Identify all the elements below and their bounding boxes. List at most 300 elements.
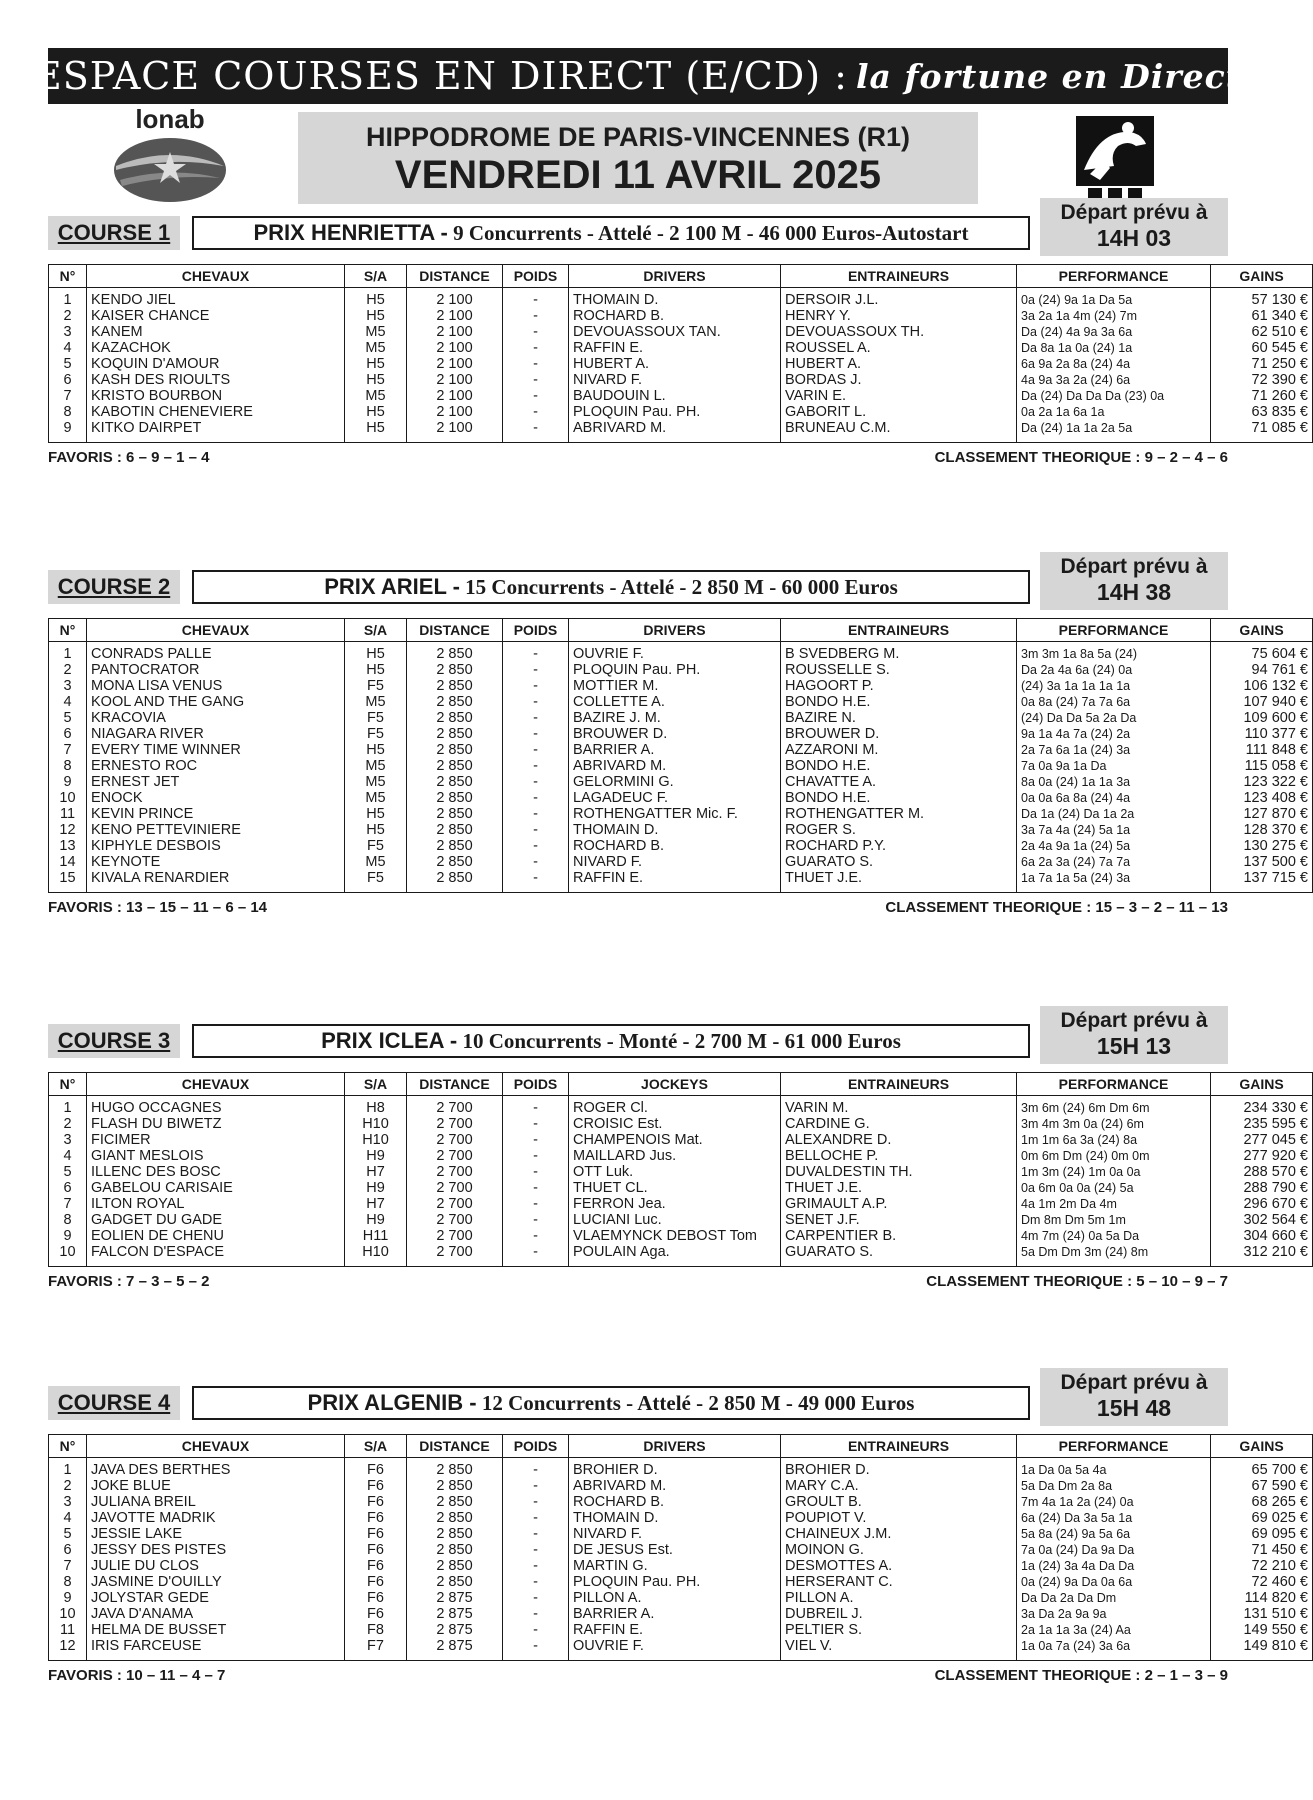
rider-name: THUET CL.	[569, 1180, 781, 1196]
gains: 72 210 €	[1211, 1558, 1313, 1574]
lonab-logo-text: lonab	[135, 104, 205, 134]
gains: 63 835 €	[1211, 404, 1313, 420]
table-row	[49, 1196, 1313, 1212]
performance: 1a 0a 7a (24) 3a 6a	[1017, 1638, 1211, 1661]
runner-number: 14	[49, 854, 87, 870]
performance: 3m 4m 3m 0a (24) 6m	[1017, 1116, 1211, 1132]
runner-number: 4	[49, 340, 87, 356]
trainer-name: ROGER S.	[781, 822, 1017, 838]
weight: -	[503, 854, 569, 870]
distance: 2 850	[407, 642, 503, 663]
rider-name: THOMAIN D.	[569, 1510, 781, 1526]
performance: 7a 0a (24) Da 9a Da	[1017, 1542, 1211, 1558]
race-section	[48, 201, 1308, 471]
column-header: PERFORMANCE	[1017, 619, 1211, 642]
runner-number: 10	[49, 790, 87, 806]
trainer-name: ALEXANDRE D.	[781, 1132, 1017, 1148]
prize-details: 15 Concurrents - Attelé - 2 850 M - 60 000 Euros	[459, 574, 898, 599]
trainer-name: GUARATO S.	[781, 1244, 1017, 1267]
performance: 9a 1a 4a 7a (24) 2a	[1017, 726, 1211, 742]
departure-time: 14H 38	[1096, 579, 1172, 605]
weight: -	[503, 822, 569, 838]
gains: 304 660 €	[1211, 1228, 1313, 1244]
weight: -	[503, 1244, 569, 1267]
horse-name: KASH DES RIOULTS	[87, 372, 345, 388]
rider-name: FERRON Jea.	[569, 1196, 781, 1212]
weight: -	[503, 758, 569, 774]
horse-name: KIPHYLE DESBOIS	[87, 838, 345, 854]
course-label	[48, 1024, 180, 1058]
sex-age: F5	[345, 678, 407, 694]
horse-name: FICIMER	[87, 1132, 345, 1148]
table-row	[49, 1180, 1313, 1196]
table-row	[49, 758, 1313, 774]
horse-name: KEVIN PRINCE	[87, 806, 345, 822]
rider-name: ABRIVARD M.	[569, 1478, 781, 1494]
sex-age: H7	[345, 1196, 407, 1212]
table-row	[49, 1622, 1313, 1638]
runner-number: 6	[49, 1542, 87, 1558]
column-header: N°	[49, 619, 87, 642]
distance: 2 850	[407, 822, 503, 838]
horse-name: JOKE BLUE	[87, 1478, 345, 1494]
horse-name: JASMINE D'OUILLY	[87, 1574, 345, 1590]
departure-label: Départ prévu à	[1060, 201, 1208, 224]
horse-name: JULIE DU CLOS	[87, 1558, 345, 1574]
column-header: POIDS	[503, 265, 569, 288]
column-header: CHEVAUX	[87, 1435, 345, 1458]
weight: -	[503, 1526, 569, 1542]
table-row	[49, 340, 1313, 356]
table-row	[49, 870, 1313, 893]
distance: 2 700	[407, 1148, 503, 1164]
column-header: GAINS	[1211, 1073, 1313, 1096]
trainer-name: VARIN E.	[781, 388, 1017, 404]
column-header: DRIVERS	[569, 265, 781, 288]
performance: 3m 6m (24) 6m Dm 6m	[1017, 1096, 1211, 1117]
horse-name: EOLIEN DE CHENU	[87, 1228, 345, 1244]
banner-main-text: ESPACE COURSES EN DIRECT (E/CD) :	[34, 54, 848, 98]
distance: 2 700	[407, 1164, 503, 1180]
column-header: DRIVERS	[569, 1435, 781, 1458]
horse-name: GIANT MESLOIS	[87, 1148, 345, 1164]
distance: 2 875	[407, 1590, 503, 1606]
table-row	[49, 1478, 1313, 1494]
prize-name: PRIX ICLEA -	[321, 1028, 458, 1053]
gains: 75 604 €	[1211, 642, 1313, 663]
trainer-name: AZZARONI M.	[781, 742, 1017, 758]
horse-name: ENOCK	[87, 790, 345, 806]
performance: Da Da 2a Da Dm	[1017, 1590, 1211, 1606]
performance: 5a Dm Dm 3m (24) 8m	[1017, 1244, 1211, 1267]
runner-number: 5	[49, 710, 87, 726]
distance: 2 850	[407, 662, 503, 678]
trainer-name: B SVEDBERG M.	[781, 642, 1017, 663]
gains: 106 132 €	[1211, 678, 1313, 694]
gains: 57 130 €	[1211, 288, 1313, 309]
performance: Dm 8m Dm 5m 1m	[1017, 1212, 1211, 1228]
gains: 149 810 €	[1211, 1638, 1313, 1661]
performance: 1m 3m (24) 1m 0a 0a	[1017, 1164, 1211, 1180]
horse-name: FLASH DU BIWETZ	[87, 1116, 345, 1132]
race-footer	[48, 1667, 1228, 1689]
column-header: CHEVAUX	[87, 619, 345, 642]
rider-name: PLOQUIN Pau. PH.	[569, 1574, 781, 1590]
horse-name: GADGET DU GADE	[87, 1212, 345, 1228]
runner-number: 1	[49, 1458, 87, 1479]
runner-number: 11	[49, 1622, 87, 1638]
performance: 7m 4a 1a 2a (24) 0a	[1017, 1494, 1211, 1510]
favoris: FAVORIS : 10 – 11 – 4 – 7	[48, 1667, 226, 1684]
performance: Da 2a 4a 6a (24) 0a	[1017, 662, 1211, 678]
rider-name: PLOQUIN Pau. PH.	[569, 662, 781, 678]
distance: 2 850	[407, 806, 503, 822]
horse-name: JAVA D'ANAMA	[87, 1606, 345, 1622]
course-label	[48, 216, 180, 250]
weight: -	[503, 1164, 569, 1180]
rider-name: LUCIANI Luc.	[569, 1212, 781, 1228]
runner-number: 3	[49, 1494, 87, 1510]
rider-name: ROGER Cl.	[569, 1096, 781, 1117]
performance: 6a 2a 3a (24) 7a 7a	[1017, 854, 1211, 870]
performance: 0a (24) 9a Da 0a 6a	[1017, 1574, 1211, 1590]
weight: -	[503, 1228, 569, 1244]
trainer-name: ROUSSELLE S.	[781, 662, 1017, 678]
sex-age: H5	[345, 742, 407, 758]
performance: 8a 0a (24) 1a 1a 3a	[1017, 774, 1211, 790]
distance: 2 875	[407, 1622, 503, 1638]
horse-name: ERNESTO ROC	[87, 758, 345, 774]
distance: 2 850	[407, 774, 503, 790]
weight: -	[503, 308, 569, 324]
runner-number: 8	[49, 1574, 87, 1590]
table-row	[49, 790, 1313, 806]
rider-name: BARRIER A.	[569, 742, 781, 758]
horse-name: KIVALA RENARDIER	[87, 870, 345, 893]
race-header	[48, 201, 1228, 264]
performance: 4a 1m 2m Da 4m	[1017, 1196, 1211, 1212]
weight: -	[503, 1180, 569, 1196]
column-header: POIDS	[503, 1435, 569, 1458]
distance: 2 700	[407, 1180, 503, 1196]
favoris: FAVORIS : 13 – 15 – 11 – 6 – 14	[48, 899, 268, 916]
sex-age: M5	[345, 324, 407, 340]
departure-box	[1040, 1006, 1228, 1064]
column-header: PERFORMANCE	[1017, 265, 1211, 288]
gains: 288 790 €	[1211, 1180, 1313, 1196]
gains: 71 250 €	[1211, 356, 1313, 372]
classement-theorique: CLASSEMENT THEORIQUE : 2 – 1 – 3 – 9	[934, 1667, 1228, 1684]
performance: (24) Da Da 5a 2a Da	[1017, 710, 1211, 726]
runner-number: 3	[49, 324, 87, 340]
performance: 0a 6m 0a 0a (24) 5a	[1017, 1180, 1211, 1196]
gains: 302 564 €	[1211, 1212, 1313, 1228]
gains: 128 370 €	[1211, 822, 1313, 838]
runner-number: 15	[49, 870, 87, 893]
runner-number: 8	[49, 1212, 87, 1228]
column-header: N°	[49, 265, 87, 288]
performance: 4m 7m (24) 0a 5a Da	[1017, 1228, 1211, 1244]
classement-theorique: CLASSEMENT THEORIQUE : 9 – 2 – 4 – 6	[934, 449, 1228, 466]
runner-number: 6	[49, 726, 87, 742]
horse-name: ERNEST JET	[87, 774, 345, 790]
weight: -	[503, 710, 569, 726]
runner-number: 10	[49, 1606, 87, 1622]
weight: -	[503, 806, 569, 822]
table-row	[49, 324, 1313, 340]
runner-number: 7	[49, 742, 87, 758]
trainer-name: BELLOCHE P.	[781, 1148, 1017, 1164]
column-header: ENTRAINEURS	[781, 1073, 1017, 1096]
course-number: COURSE 2	[57, 574, 171, 599]
rider-name: THOMAIN D.	[569, 288, 781, 309]
gains: 110 377 €	[1211, 726, 1313, 742]
favoris: FAVORIS : 6 – 9 – 1 – 4	[48, 449, 210, 466]
performance: 4a 9a 3a 2a (24) 6a	[1017, 372, 1211, 388]
gains: 69 025 €	[1211, 1510, 1313, 1526]
runner-number: 12	[49, 1638, 87, 1661]
distance: 2 875	[407, 1638, 503, 1661]
prize-details: 12 Concurrents - Attelé - 2 850 M - 49 000 Euros	[476, 1390, 915, 1415]
weight: -	[503, 1212, 569, 1228]
race-section	[48, 555, 1308, 921]
prize-box	[192, 1386, 1030, 1420]
gains: 71 085 €	[1211, 420, 1313, 443]
race-section	[48, 1371, 1308, 1689]
course-number: COURSE 3	[57, 1028, 171, 1053]
horse-name: CONRADS PALLE	[87, 642, 345, 663]
column-header: POIDS	[503, 619, 569, 642]
rider-name: PILLON A.	[569, 1590, 781, 1606]
race-section	[48, 1009, 1308, 1295]
trainer-name: CARDINE G.	[781, 1116, 1017, 1132]
trainer-name: BRUNEAU C.M.	[781, 420, 1017, 443]
rider-name: GELORMINI G.	[569, 774, 781, 790]
distance: 2 850	[407, 1494, 503, 1510]
horse-name: IRIS FARCEUSE	[87, 1638, 345, 1661]
table-row	[49, 388, 1313, 404]
table-row	[49, 822, 1313, 838]
departure-time: 15H 48	[1096, 1395, 1172, 1421]
weight: -	[503, 372, 569, 388]
trainer-name: DUBREIL J.	[781, 1606, 1017, 1622]
weight: -	[503, 742, 569, 758]
trainer-name: BONDO H.E.	[781, 694, 1017, 710]
performance: 0m 6m Dm (24) 0m 0m	[1017, 1148, 1211, 1164]
column-header: ENTRAINEURS	[781, 619, 1017, 642]
performance: 1a 7a 1a 5a (24) 3a	[1017, 870, 1211, 893]
horse-name: KEYNOTE	[87, 854, 345, 870]
performance: Da (24) Da Da Da (23) 0a	[1017, 388, 1211, 404]
runner-number: 3	[49, 1132, 87, 1148]
course-number: COURSE 4	[57, 1390, 171, 1415]
race-header	[48, 1371, 1228, 1434]
sex-age: H5	[345, 288, 407, 309]
column-header: PERFORMANCE	[1017, 1073, 1211, 1096]
race-table	[48, 1434, 1313, 1661]
runner-number: 4	[49, 1148, 87, 1164]
trainer-name: PILLON A.	[781, 1590, 1017, 1606]
horse-name: JAVA DES BERTHES	[87, 1458, 345, 1479]
weight: -	[503, 694, 569, 710]
weight: -	[503, 356, 569, 372]
performance: 6a (24) Da 3a 5a 1a	[1017, 1510, 1211, 1526]
weight: -	[503, 1606, 569, 1622]
gains: 234 330 €	[1211, 1096, 1313, 1117]
distance: 2 850	[407, 710, 503, 726]
horse-name: JULIANA BREIL	[87, 1494, 345, 1510]
weight: -	[503, 1542, 569, 1558]
distance: 2 850	[407, 1510, 503, 1526]
sex-age: F6	[345, 1478, 407, 1494]
runner-number: 8	[49, 404, 87, 420]
column-header: GAINS	[1211, 265, 1313, 288]
table-row	[49, 1638, 1313, 1661]
weight: -	[503, 420, 569, 443]
runner-number: 6	[49, 1180, 87, 1196]
sex-age: M5	[345, 774, 407, 790]
horse-name: MONA LISA VENUS	[87, 678, 345, 694]
trainer-name: GABORIT L.	[781, 404, 1017, 420]
horse-name: EVERY TIME WINNER	[87, 742, 345, 758]
trainer-name: DUVALDESTIN TH.	[781, 1164, 1017, 1180]
gains: 72 390 €	[1211, 372, 1313, 388]
table-row	[49, 1510, 1313, 1526]
column-header: DISTANCE	[407, 619, 503, 642]
weight: -	[503, 1096, 569, 1117]
weight: -	[503, 1148, 569, 1164]
distance: 2 700	[407, 1244, 503, 1267]
performance: 0a (24) 9a 1a Da 5a	[1017, 288, 1211, 309]
performance: 2a 1a 1a 3a (24) Aa	[1017, 1622, 1211, 1638]
prize-box	[192, 1024, 1030, 1058]
gains: 137 500 €	[1211, 854, 1313, 870]
distance: 2 850	[407, 694, 503, 710]
performance: 5a 8a (24) 9a 5a 6a	[1017, 1526, 1211, 1542]
runner-number: 1	[49, 642, 87, 663]
horse-name: JAVOTTE MADRIK	[87, 1510, 345, 1526]
departure-box	[1040, 198, 1228, 256]
sex-age: F6	[345, 1590, 407, 1606]
table-row	[49, 420, 1313, 443]
performance: 5a Da Dm 2a 8a	[1017, 1478, 1211, 1494]
table-row	[49, 1132, 1313, 1148]
trainer-name: HAGOORT P.	[781, 678, 1017, 694]
horse-name: KOOL AND THE GANG	[87, 694, 345, 710]
title-box	[298, 112, 978, 204]
runner-number: 5	[49, 1526, 87, 1542]
horse-name: PANTOCRATOR	[87, 662, 345, 678]
prize-details: 10 Concurrents - Monté - 2 700 M - 61 000 Euros	[457, 1028, 901, 1053]
distance: 2 850	[407, 726, 503, 742]
trainer-name: CHAVATTE A.	[781, 774, 1017, 790]
weight: -	[503, 1478, 569, 1494]
weight: -	[503, 1510, 569, 1526]
sex-age: M5	[345, 854, 407, 870]
performance: 2a 4a 9a 1a (24) 5a	[1017, 838, 1211, 854]
table-row	[49, 1494, 1313, 1510]
column-header: S/A	[345, 265, 407, 288]
sex-age: H10	[345, 1244, 407, 1267]
runner-number: 2	[49, 1116, 87, 1132]
rider-name: ROCHARD B.	[569, 308, 781, 324]
trainer-name: POUPIOT V.	[781, 1510, 1017, 1526]
sex-age: H10	[345, 1116, 407, 1132]
weight: -	[503, 288, 569, 309]
sex-age: H5	[345, 404, 407, 420]
column-header: N°	[49, 1435, 87, 1458]
sex-age: M5	[345, 790, 407, 806]
table-row	[49, 838, 1313, 854]
weight: -	[503, 1196, 569, 1212]
horse-name: NIAGARA RIVER	[87, 726, 345, 742]
gains: 123 408 €	[1211, 790, 1313, 806]
rider-name: PLOQUIN Pau. PH.	[569, 404, 781, 420]
rider-name: OUVRIE F.	[569, 642, 781, 663]
rider-name: ABRIVARD M.	[569, 758, 781, 774]
trainer-name: DESMOTTES A.	[781, 1558, 1017, 1574]
distance: 2 100	[407, 388, 503, 404]
distance: 2 100	[407, 288, 503, 309]
table-row	[49, 854, 1313, 870]
weight: -	[503, 838, 569, 854]
gains: 71 450 €	[1211, 1542, 1313, 1558]
rider-name: CHAMPENOIS Mat.	[569, 1132, 781, 1148]
weight: -	[503, 1638, 569, 1661]
distance: 2 850	[407, 854, 503, 870]
table-row	[49, 1574, 1313, 1590]
trainer-name: THUET J.E.	[781, 1180, 1017, 1196]
prize-name: PRIX HENRIETTA -	[253, 220, 448, 245]
sex-age: M5	[345, 758, 407, 774]
classement-theorique: CLASSEMENT THEORIQUE : 5 – 10 – 9 – 7	[926, 1273, 1228, 1290]
rider-name: NIVARD F.	[569, 372, 781, 388]
rider-name: BROHIER D.	[569, 1458, 781, 1479]
trainer-name: BAZIRE N.	[781, 710, 1017, 726]
trainer-name: ROUSSEL A.	[781, 340, 1017, 356]
race-table	[48, 1072, 1313, 1267]
sex-age: M5	[345, 694, 407, 710]
distance: 2 850	[407, 1574, 503, 1590]
weight: -	[503, 1590, 569, 1606]
gains: 137 715 €	[1211, 870, 1313, 893]
sex-age: F5	[345, 710, 407, 726]
trainer-name: VIEL V.	[781, 1638, 1017, 1661]
table-row	[49, 1558, 1313, 1574]
weight: -	[503, 774, 569, 790]
trainer-name: ROCHARD P.Y.	[781, 838, 1017, 854]
runner-number: 3	[49, 678, 87, 694]
prize-box	[192, 216, 1030, 250]
table-row	[49, 1212, 1313, 1228]
horse-name: HUGO OCCAGNES	[87, 1096, 345, 1117]
trainer-name: CARPENTIER B.	[781, 1228, 1017, 1244]
table-row	[49, 694, 1313, 710]
departure-label: Départ prévu à	[1060, 555, 1208, 578]
race-header	[48, 555, 1228, 618]
rider-name: MARTIN G.	[569, 1558, 781, 1574]
distance: 2 700	[407, 1212, 503, 1228]
column-header: N°	[49, 1073, 87, 1096]
trainer-name: MOINON G.	[781, 1542, 1017, 1558]
gains: 67 590 €	[1211, 1478, 1313, 1494]
runner-number: 9	[49, 1228, 87, 1244]
sex-age: H7	[345, 1164, 407, 1180]
runner-number: 5	[49, 356, 87, 372]
gains: 61 340 €	[1211, 308, 1313, 324]
column-header: DISTANCE	[407, 265, 503, 288]
distance: 2 100	[407, 324, 503, 340]
